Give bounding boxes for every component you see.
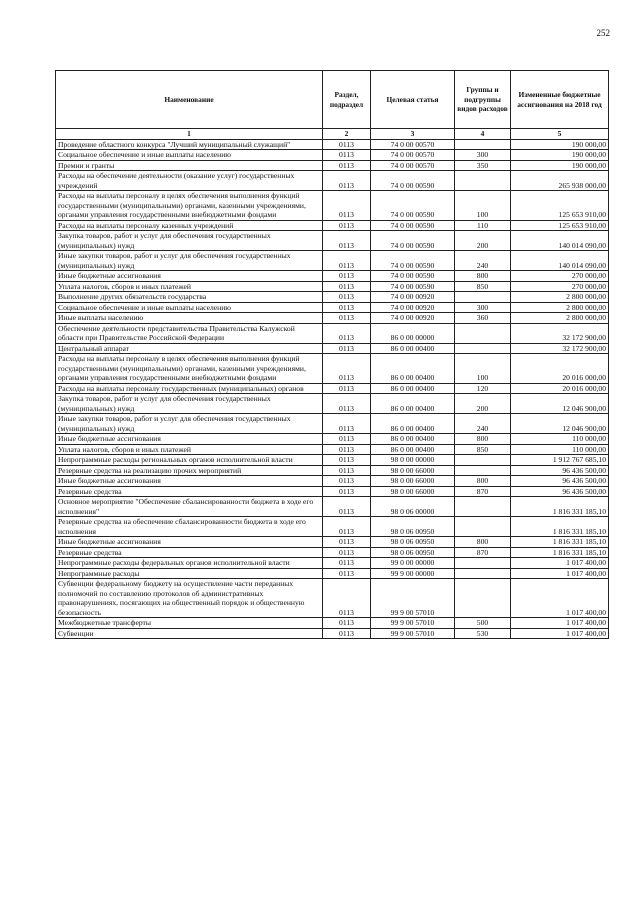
cell-target: 86 0 00 00000	[371, 323, 455, 343]
table-row	[56, 568, 609, 579]
budget-table	[55, 70, 609, 639]
table-row	[56, 271, 609, 282]
cell-target: 86 0 00 00400	[371, 444, 455, 455]
cell-section: 0113	[323, 302, 371, 313]
cell-section: 0113	[323, 414, 371, 434]
table-row	[56, 497, 609, 517]
cell-amount: 1 816 331 185,10	[511, 537, 609, 548]
cell-name: Резервные средства	[56, 486, 323, 497]
header-amount: Измененные бюджетные ассигнования на 2018 год	[511, 71, 609, 129]
column-number: 4	[455, 129, 511, 140]
cell-group	[455, 323, 511, 343]
header-group: Группы и подгруппы видов расходов	[455, 71, 511, 129]
cell-name: Иные бюджетные ассигнования	[56, 476, 323, 487]
table-row	[56, 354, 609, 384]
cell-section: 0113	[323, 486, 371, 497]
table-row	[56, 628, 609, 639]
cell-amount: 96 436 500,00	[511, 486, 609, 497]
cell-section: 0113	[323, 434, 371, 445]
column-number-row	[56, 129, 609, 140]
cell-name: Обеспечение деятельности представительства Правительства Калужской области при Правительстве Российской Федерации	[56, 323, 323, 343]
cell-section: 0113	[323, 171, 371, 191]
page-number: 252	[596, 28, 610, 38]
cell-target: 74 0 00 00570	[371, 139, 455, 150]
cell-name: Межбюджетные трансферты	[56, 618, 323, 629]
cell-target: 98 0 06 00950	[371, 537, 455, 548]
table-row	[56, 171, 609, 191]
cell-name: Иные закупки товаров, работ и услуг для обеспечения государственных (муниципальных) нужд	[56, 251, 323, 271]
table-row	[56, 547, 609, 558]
cell-name: Выполнение других обязательств государства	[56, 292, 323, 303]
cell-name: Расходы на выплаты персоналу в целях обеспечения выполнения функций государственными (муниципальными) органами, казенными учреждениями, органами управления государственными внебюджетными фондами	[56, 191, 323, 221]
cell-name: Закупка товаров, работ и услуг для обеспечения государственных (муниципальных) нужд	[56, 394, 323, 414]
cell-amount: 20 016 000,00	[511, 383, 609, 394]
cell-group: 350	[455, 160, 511, 171]
cell-section: 0113	[323, 281, 371, 292]
table-row	[56, 444, 609, 455]
cell-name: Премии и гранты	[56, 160, 323, 171]
cell-target: 74 0 00 00920	[371, 302, 455, 313]
cell-name: Иные закупки товаров, работ и услуг для обеспечения государственных (муниципальных) нужд	[56, 414, 323, 434]
cell-section: 0113	[323, 537, 371, 548]
cell-group: 300	[455, 302, 511, 313]
cell-name: Центральный аппарат	[56, 343, 323, 354]
header-name: Наименование	[56, 71, 323, 129]
cell-group: 800	[455, 476, 511, 487]
cell-target: 74 0 00 00590	[371, 171, 455, 191]
cell-section: 0113	[323, 383, 371, 394]
cell-name: Непрограммные расходы	[56, 568, 323, 579]
cell-section: 0113	[323, 292, 371, 303]
cell-group: 500	[455, 618, 511, 629]
cell-group	[455, 455, 511, 466]
cell-amount: 96 436 500,00	[511, 465, 609, 476]
cell-group: 120	[455, 383, 511, 394]
cell-group: 110	[455, 220, 511, 231]
cell-target: 74 0 00 00920	[371, 292, 455, 303]
table-header-row	[56, 71, 609, 129]
cell-group	[455, 171, 511, 191]
column-number: 2	[323, 129, 371, 140]
cell-name: Субвенции	[56, 628, 323, 639]
cell-target: 99 9 00 00000	[371, 568, 455, 579]
table-row	[56, 394, 609, 414]
cell-name: Резервные средства на обеспечение сбалансированности бюджета в ходе его исполнения	[56, 517, 323, 537]
table-row	[56, 302, 609, 313]
cell-section: 0113	[323, 251, 371, 271]
cell-name: Социальное обеспечение и иные выплаты населению	[56, 150, 323, 161]
table-row	[56, 231, 609, 251]
cell-name: Иные бюджетные ассигнования	[56, 434, 323, 445]
cell-group: 200	[455, 231, 511, 251]
cell-group	[455, 568, 511, 579]
table-row	[56, 251, 609, 271]
cell-amount: 1 816 331 185,10	[511, 497, 609, 517]
cell-amount: 1 017 400,00	[511, 579, 609, 618]
table-row	[56, 150, 609, 161]
table-body	[56, 139, 609, 639]
cell-section: 0113	[323, 354, 371, 384]
cell-amount: 12 046 900,00	[511, 394, 609, 414]
cell-section: 0113	[323, 160, 371, 171]
cell-group: 300	[455, 150, 511, 161]
cell-name: Основное мероприятие "Обеспечение сбалансированности бюджета в ходе его исполнения"	[56, 497, 323, 517]
table-row	[56, 220, 609, 231]
cell-name: Расходы на выплаты персоналу в целях обеспечения выполнения функций государственными (муниципальными) органами, казенными учреждениями, органами управления государственными внебюджетными фондами	[56, 354, 323, 384]
cell-section: 0113	[323, 497, 371, 517]
cell-group: 530	[455, 628, 511, 639]
table-row	[56, 323, 609, 343]
cell-section: 0113	[323, 628, 371, 639]
cell-section: 0113	[323, 455, 371, 466]
table-row	[56, 537, 609, 548]
cell-amount: 1 017 400,00	[511, 628, 609, 639]
cell-amount: 32 172 900,00	[511, 323, 609, 343]
cell-name: Иные бюджетные ассигнования	[56, 271, 323, 282]
header-target: Целевая статья	[371, 71, 455, 129]
cell-name: Расходы на выплаты персоналу государственных (муниципальных) органов	[56, 383, 323, 394]
cell-target: 98 0 00 00000	[371, 455, 455, 466]
cell-amount: 2 800 000,00	[511, 292, 609, 303]
table-row	[56, 434, 609, 445]
cell-section: 0113	[323, 139, 371, 150]
cell-target: 74 0 00 00590	[371, 220, 455, 231]
cell-group	[455, 343, 511, 354]
cell-group	[455, 465, 511, 476]
cell-group: 850	[455, 444, 511, 455]
cell-section: 0113	[323, 220, 371, 231]
cell-section: 0113	[323, 558, 371, 569]
cell-amount: 1 816 331 185,10	[511, 517, 609, 537]
cell-target: 99 9 00 57010	[371, 579, 455, 618]
cell-group: 800	[455, 271, 511, 282]
cell-section: 0113	[323, 476, 371, 487]
cell-amount: 32 172 900,00	[511, 343, 609, 354]
cell-name: Резервные средства	[56, 547, 323, 558]
cell-section: 0113	[323, 465, 371, 476]
cell-amount: 20 016 000,00	[511, 354, 609, 384]
cell-amount: 2 800 000,00	[511, 313, 609, 324]
cell-target: 86 0 00 00400	[371, 383, 455, 394]
cell-section: 0113	[323, 323, 371, 343]
cell-name: Проведение областного конкурса "Лучший муниципальный служащий"	[56, 139, 323, 150]
cell-target: 74 0 00 00590	[371, 281, 455, 292]
header-section: Раздел, подраздел	[323, 71, 371, 129]
cell-section: 0113	[323, 191, 371, 221]
cell-name: Субвенции федеральному бюджету на осуществление части переданных полномочий по составлению протоколов об административных правонарушениях, посягающих на общественный порядок и общественную безопасность	[56, 579, 323, 618]
cell-section: 0113	[323, 150, 371, 161]
table-row	[56, 281, 609, 292]
cell-name: Иные выплаты населению	[56, 313, 323, 324]
cell-name: Уплата налогов, сборов и иных платежей	[56, 281, 323, 292]
column-number: 3	[371, 129, 455, 140]
cell-target: 99 0 00 00000	[371, 558, 455, 569]
table-row	[56, 558, 609, 569]
cell-amount: 1 017 400,00	[511, 618, 609, 629]
cell-amount: 96 436 500,00	[511, 476, 609, 487]
cell-group	[455, 139, 511, 150]
cell-name: Резервные средства на реализацию прочих мероприятий	[56, 465, 323, 476]
cell-amount: 140 014 090,00	[511, 251, 609, 271]
cell-name: Социальное обеспечение и иные выплаты населению	[56, 302, 323, 313]
cell-amount: 125 653 910,00	[511, 191, 609, 221]
cell-amount: 190 000,00	[511, 150, 609, 161]
cell-target: 98 0 06 00950	[371, 517, 455, 537]
table-row	[56, 383, 609, 394]
cell-group: 100	[455, 191, 511, 221]
cell-section: 0113	[323, 568, 371, 579]
cell-amount: 110 000,00	[511, 444, 609, 455]
cell-group: 800	[455, 434, 511, 445]
cell-amount: 1 017 400,00	[511, 568, 609, 579]
cell-group	[455, 558, 511, 569]
cell-section: 0113	[323, 343, 371, 354]
table-row	[56, 476, 609, 487]
cell-group: 360	[455, 313, 511, 324]
cell-target: 98 0 06 00950	[371, 547, 455, 558]
table-row	[56, 414, 609, 434]
table-row	[56, 486, 609, 497]
cell-section: 0113	[323, 517, 371, 537]
cell-target: 99 9 00 57010	[371, 618, 455, 629]
cell-target: 86 0 00 00400	[371, 414, 455, 434]
cell-group: 240	[455, 251, 511, 271]
cell-amount: 12 046 900,00	[511, 414, 609, 434]
cell-amount: 1 017 400,00	[511, 558, 609, 569]
cell-amount: 1 816 331 185,10	[511, 547, 609, 558]
cell-name: Уплата налогов, сборов и иных платежей	[56, 444, 323, 455]
cell-target: 98 0 06 00000	[371, 497, 455, 517]
cell-section: 0113	[323, 231, 371, 251]
cell-group: 870	[455, 547, 511, 558]
cell-name: Расходы на обеспечение деятельности (оказание услуг) государственных учреждений	[56, 171, 323, 191]
cell-target: 98 0 00 66000	[371, 465, 455, 476]
cell-group: 100	[455, 354, 511, 384]
table-row	[56, 292, 609, 303]
cell-group	[455, 579, 511, 618]
cell-target: 99 9 00 57010	[371, 628, 455, 639]
cell-section: 0113	[323, 313, 371, 324]
cell-name: Иные бюджетные ассигнования	[56, 537, 323, 548]
cell-target: 86 0 00 00400	[371, 394, 455, 414]
cell-target: 74 0 00 00590	[371, 271, 455, 282]
cell-group	[455, 292, 511, 303]
cell-group: 870	[455, 486, 511, 497]
cell-name: Расходы на выплаты персоналу казенных учреждений	[56, 220, 323, 231]
table-row	[56, 160, 609, 171]
cell-target: 98 0 00 66000	[371, 486, 455, 497]
cell-amount: 110 000,00	[511, 434, 609, 445]
table-row	[56, 465, 609, 476]
cell-group: 240	[455, 414, 511, 434]
cell-target: 74 0 00 00590	[371, 231, 455, 251]
table-row	[56, 191, 609, 221]
cell-group: 850	[455, 281, 511, 292]
cell-target: 74 0 00 00570	[371, 150, 455, 161]
cell-amount: 140 014 090,00	[511, 231, 609, 251]
table-row	[56, 343, 609, 354]
cell-name: Закупка товаров, работ и услуг для обеспечения государственных (муниципальных) нужд	[56, 231, 323, 251]
table-row	[56, 455, 609, 466]
cell-amount: 190 000,00	[511, 160, 609, 171]
cell-target: 74 0 00 00590	[371, 251, 455, 271]
cell-target: 98 0 00 66000	[371, 476, 455, 487]
cell-amount: 1 912 767 685,10	[511, 455, 609, 466]
cell-amount: 190 000,00	[511, 139, 609, 150]
table-row	[56, 618, 609, 629]
cell-target: 86 0 00 00400	[371, 354, 455, 384]
table-row	[56, 579, 609, 618]
column-number: 5	[511, 129, 609, 140]
cell-group	[455, 497, 511, 517]
cell-section: 0113	[323, 547, 371, 558]
cell-amount: 125 653 910,00	[511, 220, 609, 231]
cell-section: 0113	[323, 394, 371, 414]
cell-target: 86 0 00 00400	[371, 434, 455, 445]
cell-section: 0113	[323, 579, 371, 618]
cell-group	[455, 517, 511, 537]
cell-target: 74 0 00 00590	[371, 191, 455, 221]
cell-name: Непрограммные расходы федеральных органов исполнительной власти	[56, 558, 323, 569]
cell-amount: 270 000,00	[511, 271, 609, 282]
cell-amount: 2 800 000,00	[511, 302, 609, 313]
table-row	[56, 139, 609, 150]
table-row	[56, 313, 609, 324]
cell-group: 800	[455, 537, 511, 548]
cell-group: 200	[455, 394, 511, 414]
cell-amount: 270 000,00	[511, 281, 609, 292]
cell-section: 0113	[323, 618, 371, 629]
cell-target: 74 0 00 00570	[371, 160, 455, 171]
cell-target: 86 0 00 00400	[371, 343, 455, 354]
column-number: 1	[56, 129, 323, 140]
cell-section: 0113	[323, 271, 371, 282]
cell-section: 0113	[323, 444, 371, 455]
table-row	[56, 517, 609, 537]
cell-amount: 265 938 000,00	[511, 171, 609, 191]
cell-name: Непрограммные расходы региональных органов исполнительной власти	[56, 455, 323, 466]
cell-target: 74 0 00 00920	[371, 313, 455, 324]
